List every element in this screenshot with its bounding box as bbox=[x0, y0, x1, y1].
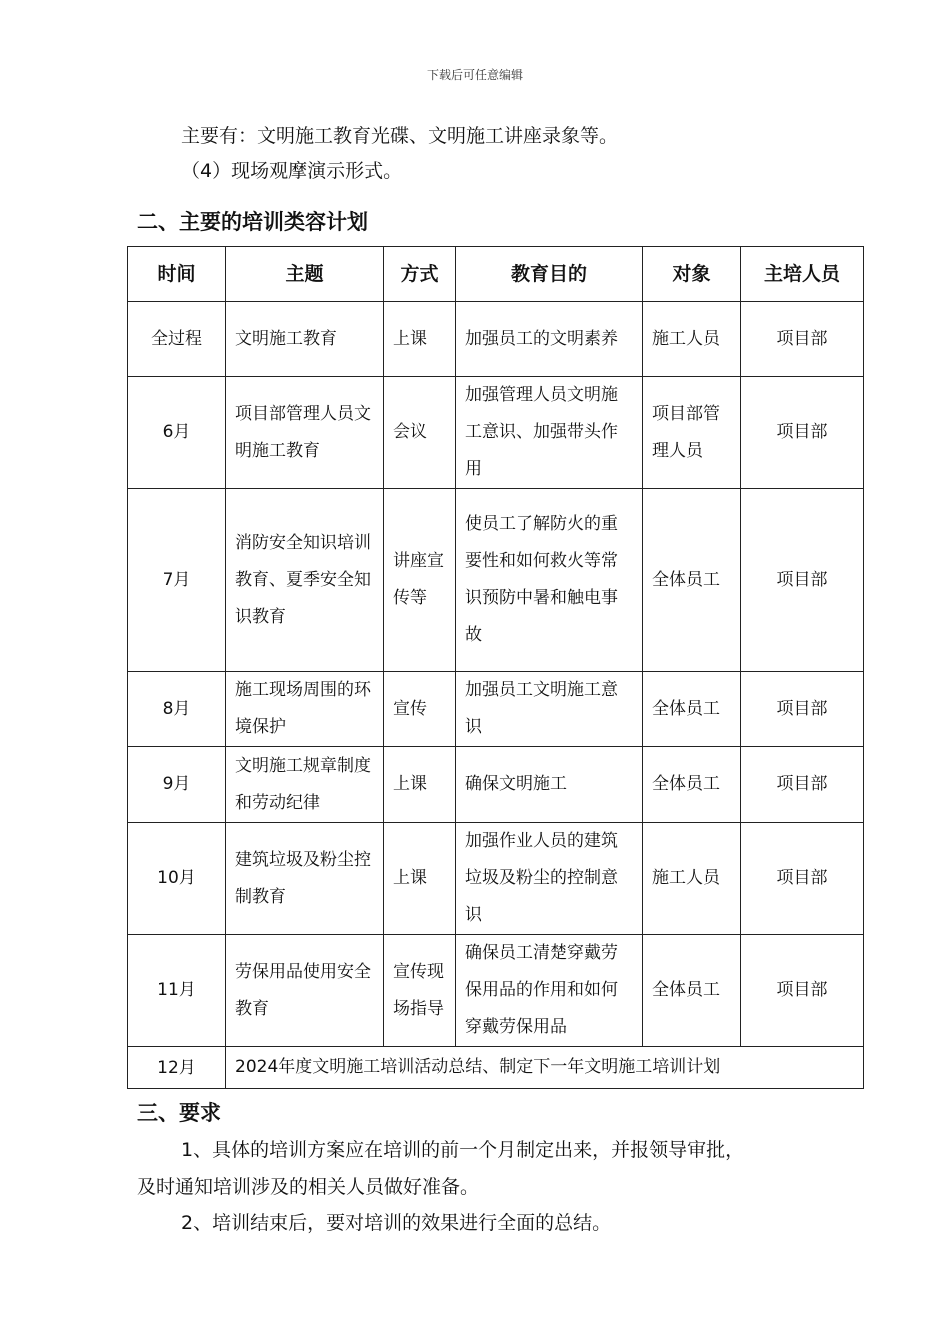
cell-method: 宣传 bbox=[384, 672, 456, 747]
cell-topic: 消防安全知识培训教育、夏季安全知识教育 bbox=[226, 489, 384, 672]
page-header: 下载后可任意编辑 bbox=[426, 68, 523, 82]
cell-target: 施工人员 bbox=[643, 302, 741, 377]
section-2-title: 二、主要的培训类容计划 bbox=[137, 210, 368, 234]
cell-target: 全体员工 bbox=[643, 672, 741, 747]
cell-topic: 文明施工教育 bbox=[226, 302, 384, 377]
intro-line-1: 主要有：文明施工教育光碟、文明施工讲座录象等。 bbox=[181, 125, 619, 147]
cell-time: 10月 bbox=[128, 823, 226, 935]
cell-trainer: 项目部 bbox=[741, 935, 864, 1047]
cell-purpose: 加强管理人员文明施工意识、加强带头作用 bbox=[456, 377, 643, 489]
header-target: 对象 bbox=[643, 247, 741, 302]
cell-method: 上课 bbox=[384, 823, 456, 935]
cell-purpose: 加强员工文明施工意识 bbox=[456, 672, 643, 747]
cell-time: 9月 bbox=[128, 747, 226, 823]
cell-target: 项目部管理人员 bbox=[643, 377, 741, 489]
cell-target: 全体员工 bbox=[643, 935, 741, 1047]
cell-trainer: 项目部 bbox=[741, 747, 864, 823]
cell-time: 6月 bbox=[128, 377, 226, 489]
cell-time: 11月 bbox=[128, 935, 226, 1047]
header-method: 方式 bbox=[384, 247, 456, 302]
header-trainer: 主培人员 bbox=[741, 247, 864, 302]
requirement-1-line-1: 1、具体的培训方案应在培训的前一个月制定出来，并报领导审批， bbox=[181, 1139, 745, 1161]
cell-trainer: 项目部 bbox=[741, 823, 864, 935]
cell-purpose: 加强员工的文明素养 bbox=[456, 302, 643, 377]
table-row bbox=[128, 377, 864, 489]
cell-time: 12月 bbox=[128, 1047, 226, 1089]
cell-time: 全过程 bbox=[128, 302, 226, 377]
cell-target: 全体员工 bbox=[643, 747, 741, 823]
table-row bbox=[128, 823, 864, 935]
cell-topic: 劳保用品使用安全教育 bbox=[226, 935, 384, 1047]
requirement-1-line-2: 及时通知培训涉及的相关人员做好准备。 bbox=[137, 1176, 480, 1198]
table-header-row bbox=[128, 247, 864, 302]
cell-topic: 项目部管理人员文明施工教育 bbox=[226, 377, 384, 489]
header-topic: 主题 bbox=[226, 247, 384, 302]
section-3-title: 三、要求 bbox=[137, 1101, 221, 1125]
cell-method: 讲座宣传等 bbox=[384, 489, 456, 672]
cell-time: 8月 bbox=[128, 672, 226, 747]
cell-method: 上课 bbox=[384, 302, 456, 377]
cell-trainer: 项目部 bbox=[741, 672, 864, 747]
cell-purpose: 加强作业人员的建筑垃圾及粉尘的控制意识 bbox=[456, 823, 643, 935]
cell-method: 上课 bbox=[384, 747, 456, 823]
cell-trainer: 项目部 bbox=[741, 489, 864, 672]
table-row bbox=[128, 489, 864, 672]
cell-purpose: 确保文明施工 bbox=[456, 747, 643, 823]
table-row bbox=[128, 672, 864, 747]
cell-method: 宣传现场指导 bbox=[384, 935, 456, 1047]
cell-method: 会议 bbox=[384, 377, 456, 489]
cell-time: 7月 bbox=[128, 489, 226, 672]
cell-purpose: 使员工了解防火的重要性和如何救火等常识预防中暑和触电事故 bbox=[456, 489, 643, 672]
header-purpose: 教育目的 bbox=[456, 247, 643, 302]
requirement-2: 2、培训结束后，要对培训的效果进行全面的总结。 bbox=[181, 1212, 612, 1234]
cell-topic: 文明施工规章制度和劳动纪律 bbox=[226, 747, 384, 823]
cell-topic: 施工现场周围的环境保护 bbox=[226, 672, 384, 747]
cell-trainer: 项目部 bbox=[741, 302, 864, 377]
cell-target: 全体员工 bbox=[643, 489, 741, 672]
cell-summary: 2024年度文明施工培训活动总结、制定下一年文明施工培训计划 bbox=[226, 1047, 864, 1089]
cell-topic: 建筑垃圾及粉尘控制教育 bbox=[226, 823, 384, 935]
header-time: 时间 bbox=[128, 247, 226, 302]
cell-target: 施工人员 bbox=[643, 823, 741, 935]
intro-line-2: （4）现场观摩演示形式。 bbox=[181, 160, 403, 182]
table-row bbox=[128, 302, 864, 377]
table-row bbox=[128, 935, 864, 1047]
table-row-summary bbox=[128, 1047, 864, 1089]
training-plan-table bbox=[127, 246, 864, 1089]
cell-trainer: 项目部 bbox=[741, 377, 864, 489]
cell-purpose: 确保员工清楚穿戴劳保用品的作用和如何穿戴劳保用品 bbox=[456, 935, 643, 1047]
table-row bbox=[128, 747, 864, 823]
